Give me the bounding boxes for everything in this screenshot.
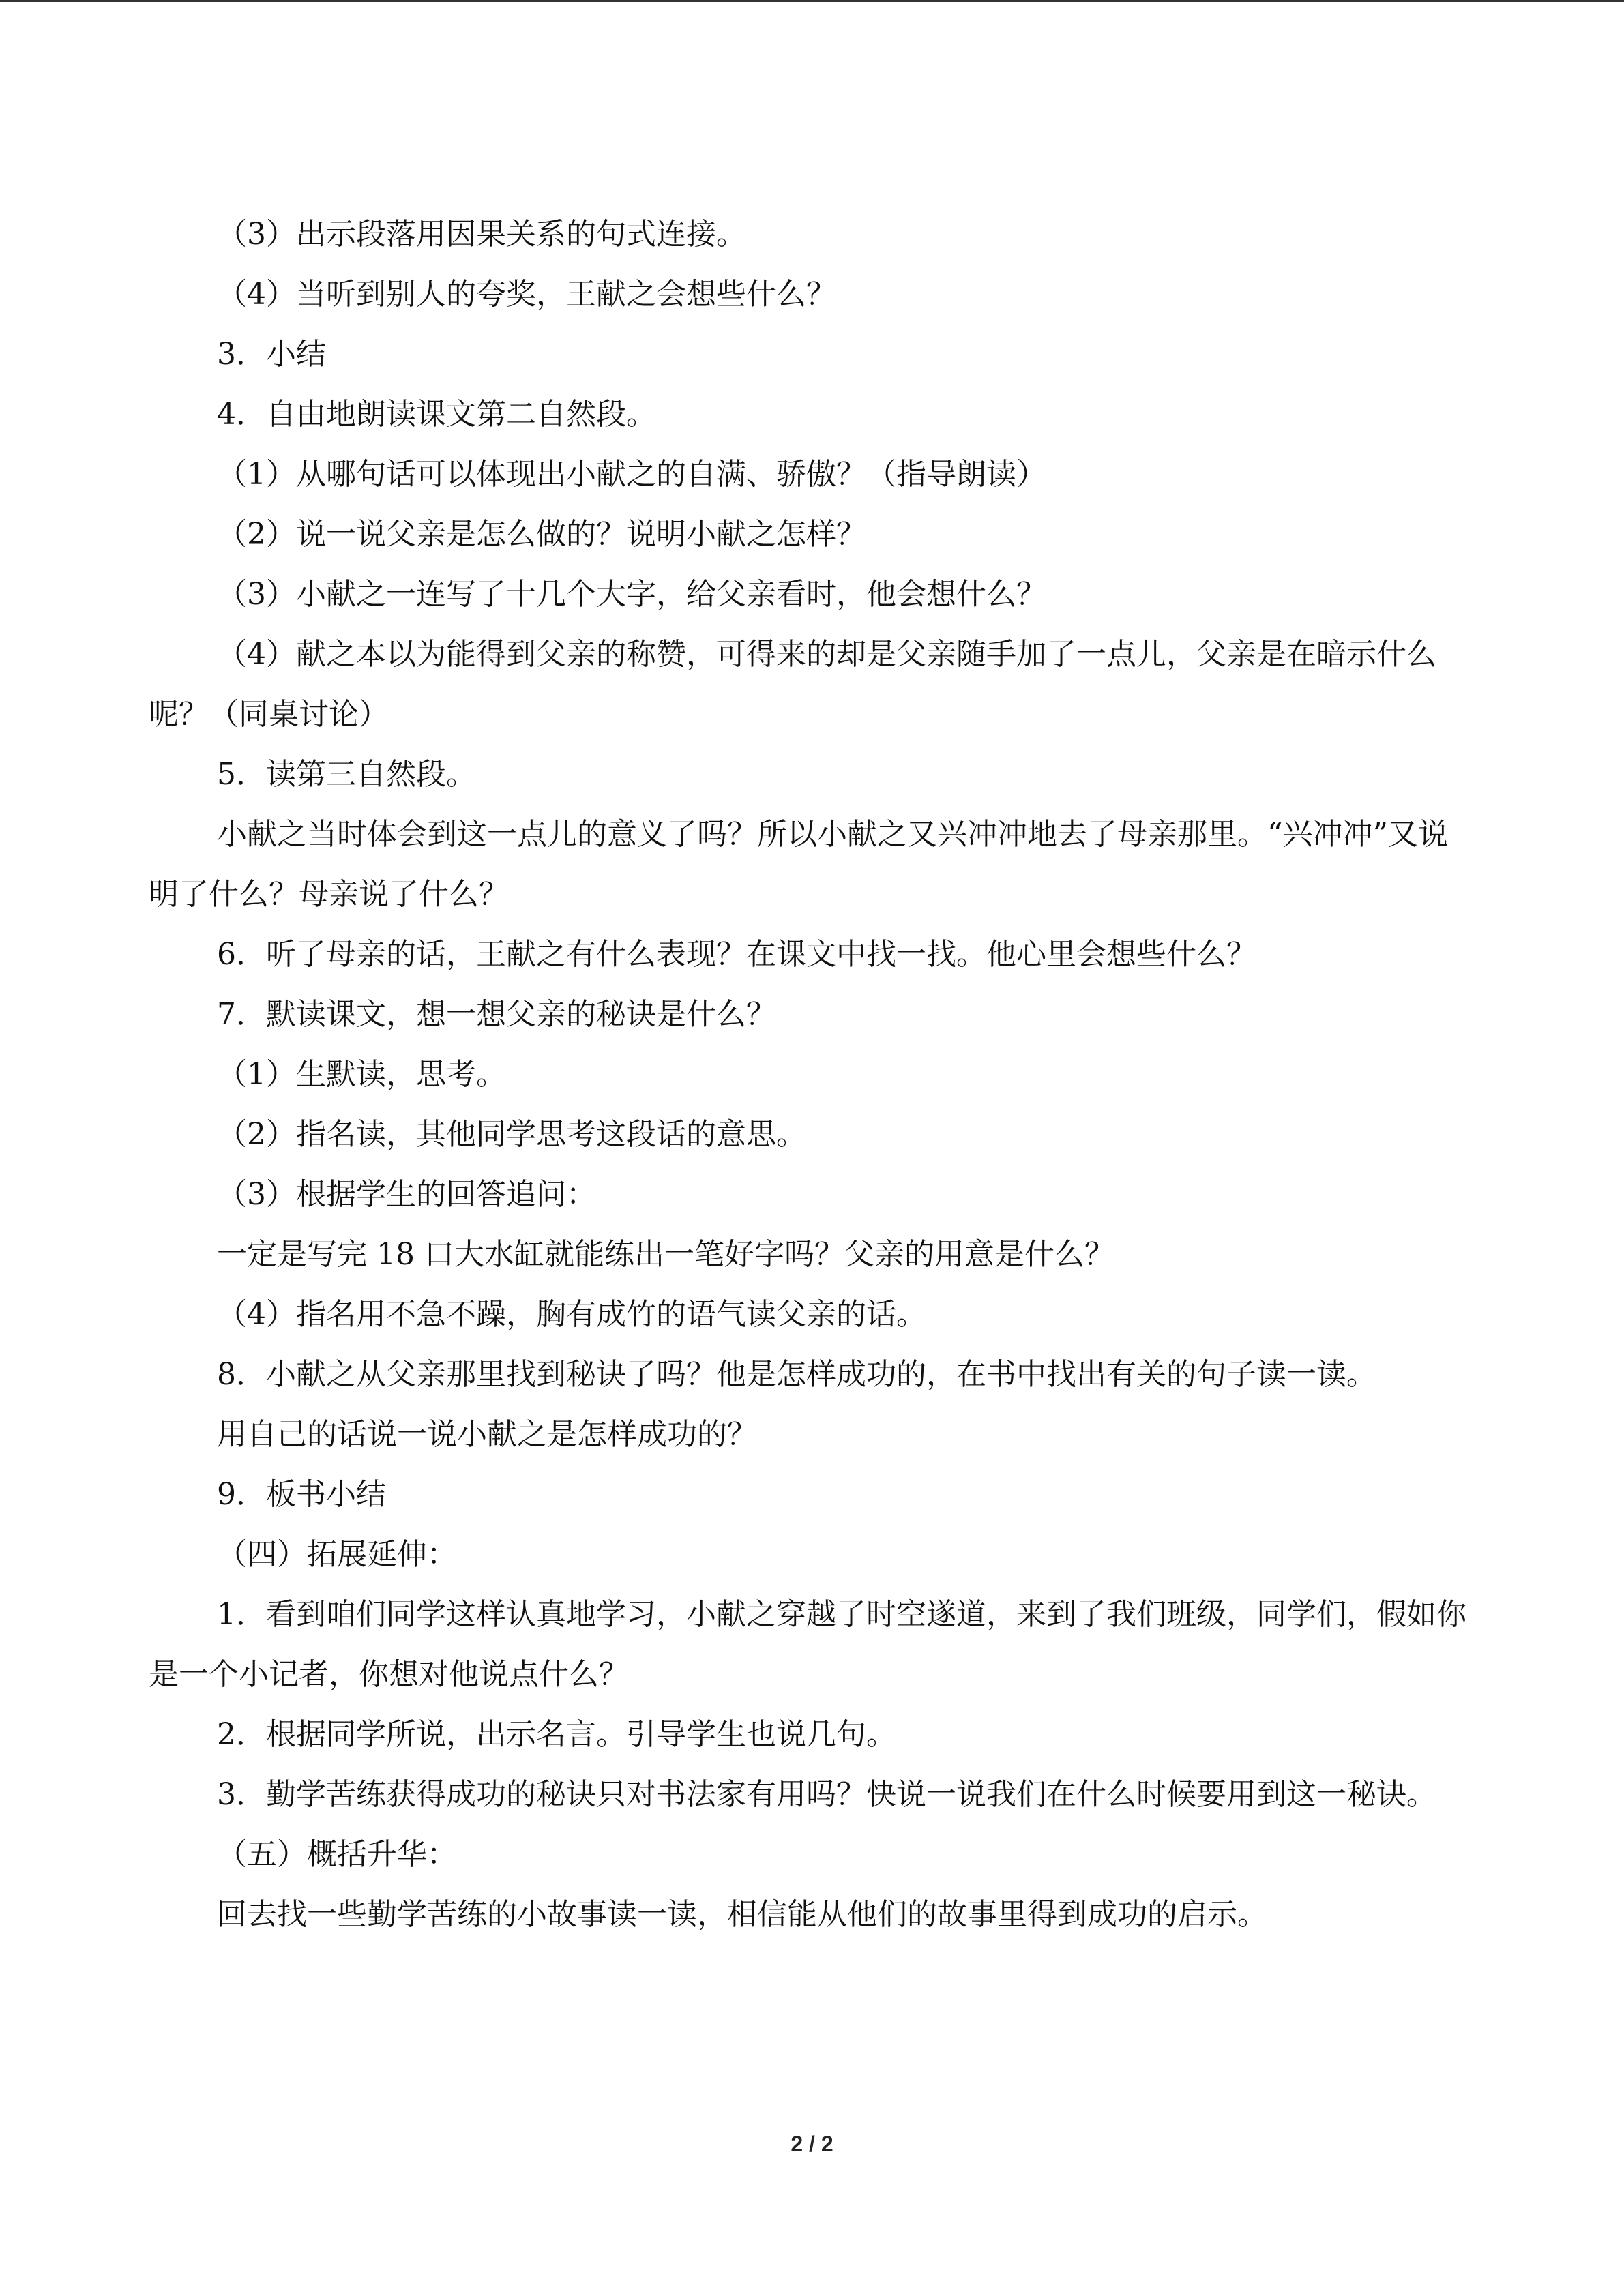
paragraph: 4．自由地朗读课文第二自然段。 bbox=[217, 397, 656, 432]
paragraph: 8．小献之从父亲那里找到秘诀了吗？他是怎样成功的，在书中找出有关的句子读一读。 bbox=[217, 1357, 1376, 1392]
paragraph: （四）拓展延伸： bbox=[217, 1537, 457, 1572]
page-number: 2 / 2 bbox=[791, 2132, 833, 2156]
paragraph: （3）根据学生的回答追问： bbox=[217, 1177, 596, 1212]
paragraph: 1．看到咱们同学这样认真地学习，小献之穿越了时空遂道，来到了我们班级，同学们，假如你是一个小记者，你想对他说点什么？ bbox=[149, 1597, 1466, 1692]
paragraph: （4）当听到别人的夸奖，王献之会想些什么？ bbox=[217, 277, 836, 312]
paragraph: 5．读第三自然段。 bbox=[217, 757, 476, 792]
paragraph: （1）从哪句话可以体现出小献之的自满、骄傲？（指导朗读） bbox=[217, 457, 1046, 492]
paragraph: 3．小结 bbox=[217, 337, 326, 372]
paragraph: （4）献之本以为能得到父亲的称赞，可得来的却是父亲随手加了一点儿，父亲是在暗示什么呢？（同桌讨论） bbox=[149, 637, 1436, 732]
paragraph: 用自己的话说一说小献之是怎样成功的？ bbox=[217, 1417, 757, 1452]
document-body bbox=[149, 205, 1475, 1945]
paragraph: （2）指名读，其他同学思考这段话的意思。 bbox=[217, 1117, 806, 1152]
paragraph: （2）说一说父亲是怎么做的？说明小献之怎样？ bbox=[217, 517, 866, 552]
paragraph: （3）出示段落用因果关系的句式连接。 bbox=[217, 217, 746, 252]
paragraph: 2．根据同学所说，出示名言。引导学生也说几句。 bbox=[217, 1717, 896, 1752]
paragraph: 小献之当时体会到这一点儿的意义了吗？所以小献之又兴冲冲地去了母亲那里。“兴冲冲”又说明了什么？母亲说了什么？ bbox=[149, 817, 1448, 912]
paragraph: 3．勤学苦练获得成功的秘诀只对书法家有用吗？快说一说我们在什么时候要用到这一秘诀。 bbox=[217, 1777, 1436, 1812]
paragraph: 一定是写完 18 口大水缸就能练出一笔好字吗？父亲的用意是什么？ bbox=[217, 1237, 1114, 1272]
paragraph: （3）小献之一连写了十几个大字，给父亲看时，他会想什么？ bbox=[217, 577, 1046, 612]
paragraph: 回去找一些勤学苦练的小故事读一读，相信能从他们的故事里得到成功的启示。 bbox=[217, 1897, 1267, 1932]
paragraph: 6．听了母亲的话，王献之有什么表现？在课文中找一找。他心里会想些什么？ bbox=[217, 937, 1256, 972]
paragraph: （4）指名用不急不躁，胸有成竹的语气读父亲的话。 bbox=[217, 1297, 926, 1332]
paragraph: 7．默读课文，想一想父亲的秘诀是什么？ bbox=[217, 997, 776, 1032]
paragraph: （1）生默读，思考。 bbox=[217, 1057, 506, 1092]
paragraph: 9．板书小结 bbox=[217, 1477, 386, 1512]
paragraph: （五）概括升华： bbox=[217, 1837, 457, 1872]
top-border-line bbox=[0, 0, 1624, 2]
